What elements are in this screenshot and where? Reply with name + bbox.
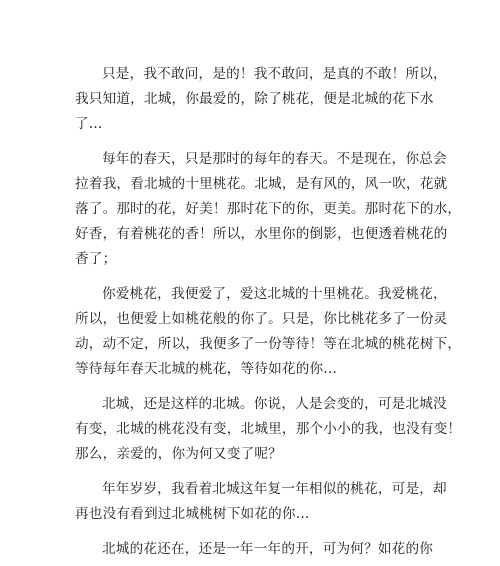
paragraph-6 [75,537,434,562]
paragraph-line: 年年岁岁，我看着北城这年复一年相似的桃花，可是，却 [102,481,447,497]
paragraph-line: 北城的花还在，还是一年一年的开，可为何？如花的你 [102,541,434,557]
paragraph-4 [75,392,462,467]
paragraph-line: 再也没有看到过北城桃树下如花的你… [75,506,310,522]
paragraph-line: 你爱桃花，我便爱了，爱这北城的十里桃花。我爱桃花， [102,286,447,302]
paragraph-5 [75,477,447,527]
paragraph-line: 拉着我，看北城的十里桃花。北城，是有风的，风一吹，花就 [75,176,448,192]
paragraph-line: 那么，亲爱的，你为何又变了呢？ [75,446,282,462]
paragraph-line: 落了。那时的花，好美！那时花下的你，更美。那时花下的水， [75,201,462,217]
paragraph-line: 好香，有着桃花的香！所以，水里你的倒影，也便透着桃花的 [75,226,448,242]
paragraph-line: 动，动不定，所以，我便多了一份等待！等在北城的桃花树下， [75,336,462,352]
paragraph-line: 有变，北城的桃花没有变，北城里，那个小小的我，也没有变！ [75,421,462,437]
paragraph-1 [75,62,447,137]
paragraph-line: 了… [75,116,103,132]
paragraph-line: 所以，也便爱上如桃花般的你了。只是，你比桃花多了一份灵 [75,311,448,327]
paragraph-line: 香了； [75,251,117,267]
paragraph-line: 只是，我不敢问，是的！我不敢问，是真的不敢！所以， [102,66,447,82]
document-body [75,62,462,566]
paragraph-line: 每年的春天，只是那时的每年的春天。不是现在，你总会 [102,151,447,167]
paragraph-line: 等待每年春天北城的桃花，等待如花的你… [75,361,338,377]
paragraph-line: 我只知道，北城，你最爱的，除了桃花，便是北城的花下水 [75,91,434,107]
paragraph-line: 北城，还是这样的北城。你说，人是会变的，可是北城没 [102,396,447,412]
paragraph-3 [75,282,462,382]
paragraph-2 [75,147,462,272]
